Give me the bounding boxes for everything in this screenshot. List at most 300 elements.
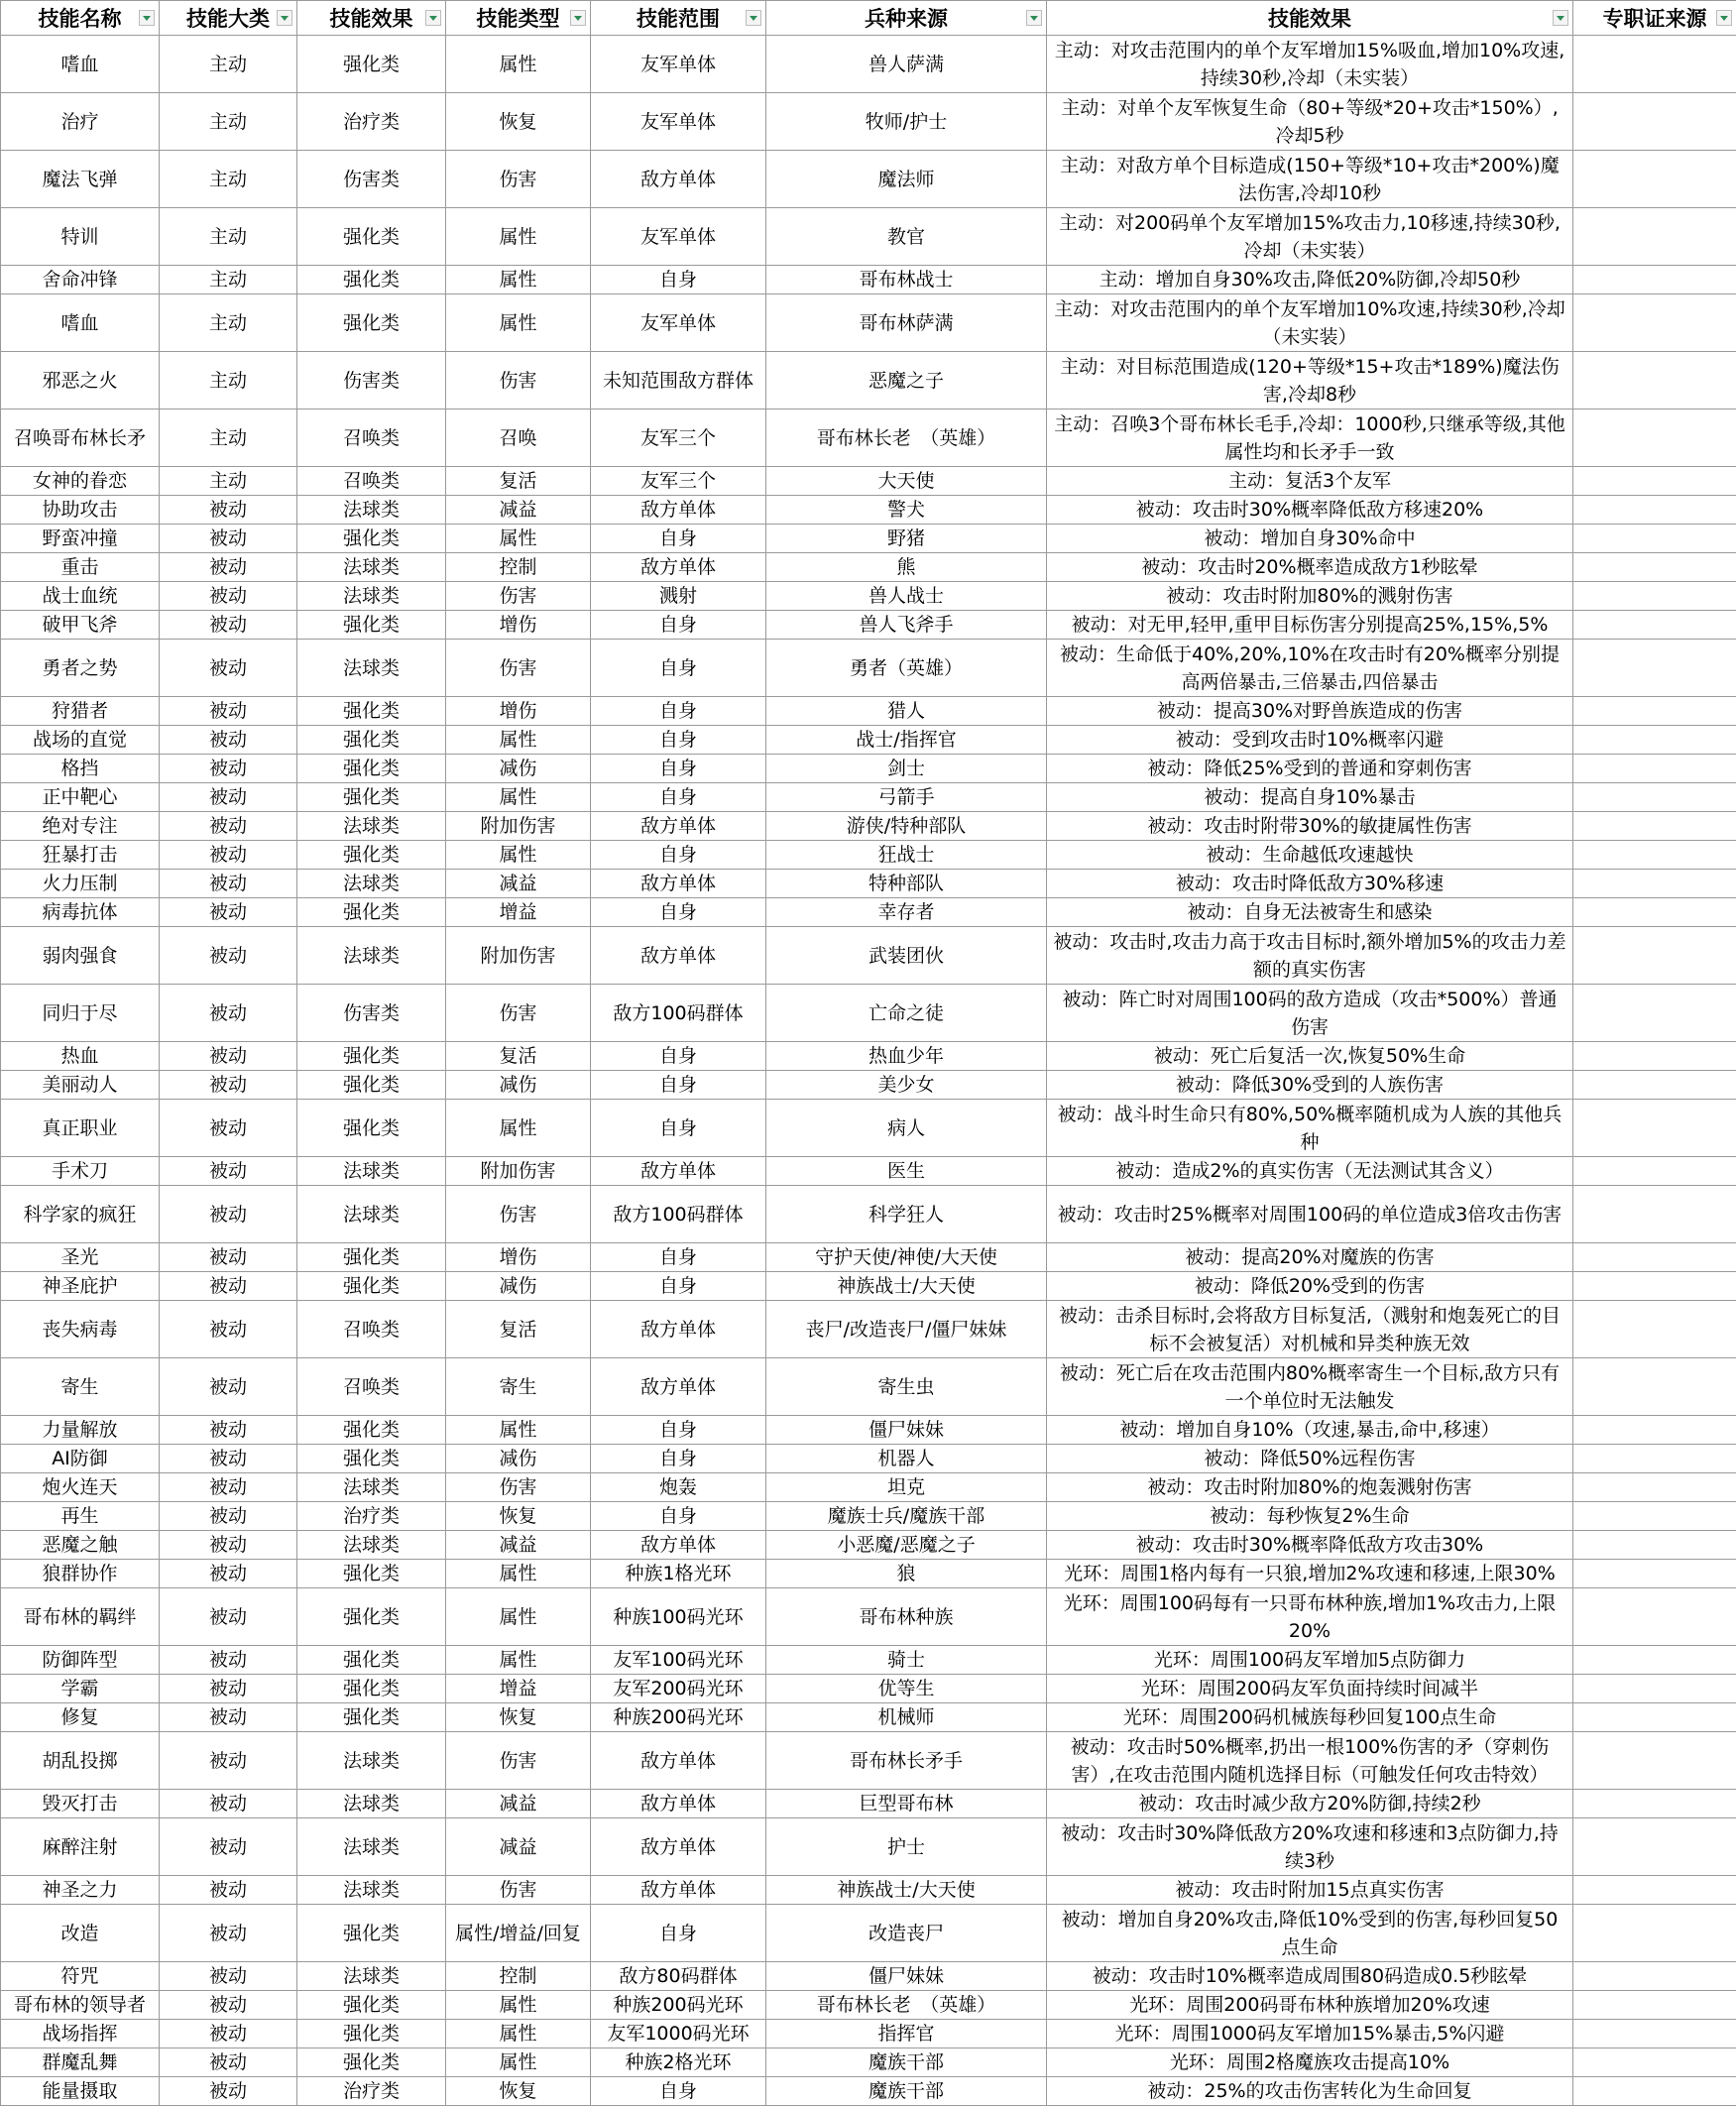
cell-skill-effect-class[interactable]: 法球类 <box>297 1732 446 1790</box>
cell-skill-type[interactable]: 减益 <box>446 1818 591 1876</box>
cell-skill-effect-class[interactable]: 强化类 <box>297 1272 446 1301</box>
cell-skill-effect[interactable]: 光环：周围100码友军增加5点防御力 <box>1047 1646 1573 1675</box>
cell-skill-category[interactable]: 被动 <box>160 1272 297 1301</box>
cell-skill-type[interactable]: 伤害 <box>446 640 591 697</box>
cell-skill-name[interactable]: 召唤哥布林长矛 <box>1 410 160 467</box>
cell-skill-name[interactable]: 魔法飞弹 <box>1 151 160 208</box>
cell-skill-effect-class[interactable]: 伤害类 <box>297 151 446 208</box>
cell-skill-effect[interactable]: 主动：对200码单个友军增加15%攻击力,10移速,持续30秒,冷却（未实装） <box>1047 208 1573 266</box>
cell-skill-category[interactable]: 主动 <box>160 36 297 93</box>
cell-skill-type[interactable]: 增益 <box>446 898 591 927</box>
cell-skill-effect[interactable]: 被动：对无甲,轻甲,重甲目标伤害分别提高25%,15%,5% <box>1047 611 1573 640</box>
cell-skill-effect[interactable]: 被动：攻击时附带30%的敏捷属性伤害 <box>1047 812 1573 841</box>
cell-skill-effect[interactable]: 被动：攻击时附加15点真实伤害 <box>1047 1876 1573 1905</box>
cell-cert-source[interactable] <box>1573 525 1736 553</box>
cell-cert-source[interactable] <box>1573 1703 1736 1732</box>
cell-unit-source[interactable]: 丧尸/改造丧尸/僵尸妹妹 <box>766 1301 1047 1358</box>
cell-skill-type[interactable]: 恢复 <box>446 1502 591 1531</box>
cell-skill-effect-class[interactable]: 法球类 <box>297 1818 446 1876</box>
cell-cert-source[interactable] <box>1573 755 1736 783</box>
cell-skill-effect-class[interactable]: 强化类 <box>297 2048 446 2077</box>
cell-skill-type[interactable]: 增益 <box>446 1675 591 1703</box>
cell-cert-source[interactable] <box>1573 841 1736 870</box>
cell-cert-source[interactable] <box>1573 1646 1736 1675</box>
cell-skill-name[interactable]: 修复 <box>1 1703 160 1732</box>
cell-skill-name[interactable]: 符咒 <box>1 1962 160 1991</box>
cell-skill-name[interactable]: 炮火连天 <box>1 1473 160 1502</box>
cell-unit-source[interactable]: 哥布林长老 （英雄） <box>766 410 1047 467</box>
cell-skill-category[interactable]: 被动 <box>160 1732 297 1790</box>
cell-skill-type[interactable]: 减伤 <box>446 1272 591 1301</box>
cell-skill-range[interactable]: 种族100码光环 <box>591 1588 766 1646</box>
cell-skill-name[interactable]: 重击 <box>1 553 160 582</box>
cell-skill-range[interactable]: 自身 <box>591 898 766 927</box>
cell-skill-effect-class[interactable]: 强化类 <box>297 1243 446 1272</box>
cell-skill-category[interactable]: 被动 <box>160 783 297 812</box>
cell-cert-source[interactable] <box>1573 1675 1736 1703</box>
cell-unit-source[interactable]: 哥布林萨满 <box>766 294 1047 352</box>
cell-skill-type[interactable]: 属性/增益/回复 <box>446 1905 591 1962</box>
cell-unit-source[interactable]: 僵尸妹妹 <box>766 1416 1047 1445</box>
cell-skill-type[interactable]: 恢复 <box>446 1703 591 1732</box>
cell-skill-effect[interactable]: 被动：增加自身20%攻击,降低10%受到的伤害,每秒回复50点生命 <box>1047 1905 1573 1962</box>
cell-skill-range[interactable]: 友军200码光环 <box>591 1675 766 1703</box>
cell-skill-name[interactable]: 破甲飞斧 <box>1 611 160 640</box>
cell-skill-category[interactable]: 被动 <box>160 1588 297 1646</box>
cell-skill-category[interactable]: 被动 <box>160 1905 297 1962</box>
cell-unit-source[interactable]: 猎人 <box>766 697 1047 726</box>
cell-skill-category[interactable]: 主动 <box>160 208 297 266</box>
cell-skill-range[interactable]: 自身 <box>591 697 766 726</box>
cell-skill-type[interactable]: 附加伤害 <box>446 927 591 985</box>
cell-skill-name[interactable]: 战场的直觉 <box>1 726 160 755</box>
cell-unit-source[interactable]: 热血少年 <box>766 1042 1047 1071</box>
cell-unit-source[interactable]: 大天使 <box>766 467 1047 496</box>
cell-cert-source[interactable] <box>1573 553 1736 582</box>
cell-skill-range[interactable]: 友军1000码光环 <box>591 2020 766 2048</box>
cell-skill-range[interactable]: 自身 <box>591 1502 766 1531</box>
cell-skill-name[interactable]: 寄生 <box>1 1358 160 1416</box>
cell-skill-type[interactable]: 属性 <box>446 1416 591 1445</box>
cell-skill-effect-class[interactable]: 法球类 <box>297 640 446 697</box>
cell-skill-name[interactable]: 病毒抗体 <box>1 898 160 927</box>
cell-unit-source[interactable]: 兽人战士 <box>766 582 1047 611</box>
cell-unit-source[interactable]: 游侠/特种部队 <box>766 812 1047 841</box>
cell-skill-effect-class[interactable]: 强化类 <box>297 1703 446 1732</box>
cell-skill-range[interactable]: 敌方单体 <box>591 1732 766 1790</box>
cell-skill-effect[interactable]: 主动：对敌方单个目标造成(150+等级*10+攻击*200%)魔法伤害,冷却10秒 <box>1047 151 1573 208</box>
cell-skill-range[interactable]: 友军三个 <box>591 467 766 496</box>
cell-skill-effect-class[interactable]: 强化类 <box>297 1991 446 2020</box>
cell-skill-category[interactable]: 被动 <box>160 2077 297 2106</box>
cell-cert-source[interactable] <box>1573 2077 1736 2106</box>
cell-skill-category[interactable]: 被动 <box>160 640 297 697</box>
cell-skill-category[interactable]: 被动 <box>160 1646 297 1675</box>
cell-skill-effect-class[interactable]: 强化类 <box>297 525 446 553</box>
cell-cert-source[interactable] <box>1573 1991 1736 2020</box>
cell-skill-effect[interactable]: 被动：受到攻击时10%概率闪避 <box>1047 726 1573 755</box>
cell-unit-source[interactable]: 兽人萨满 <box>766 36 1047 93</box>
cell-skill-name[interactable]: 热血 <box>1 1042 160 1071</box>
cell-skill-name[interactable]: 哥布林的羁绊 <box>1 1588 160 1646</box>
cell-cert-source[interactable] <box>1573 1416 1736 1445</box>
cell-skill-name[interactable]: 特训 <box>1 208 160 266</box>
cell-unit-source[interactable]: 哥布林长矛手 <box>766 1732 1047 1790</box>
cell-skill-effect[interactable]: 被动：攻击时30%降低敌方20%攻速和移速和3点防御力,持续3秒 <box>1047 1818 1573 1876</box>
cell-skill-range[interactable]: 敌方单体 <box>591 927 766 985</box>
cell-skill-effect[interactable]: 被动：攻击时,攻击力高于攻击目标时,额外增加5%的攻击力差额的真实伤害 <box>1047 927 1573 985</box>
cell-skill-category[interactable]: 主动 <box>160 294 297 352</box>
cell-skill-category[interactable]: 被动 <box>160 1071 297 1100</box>
cell-skill-range[interactable]: 自身 <box>591 1445 766 1473</box>
cell-skill-effect[interactable]: 被动：提高30%对野兽族造成的伤害 <box>1047 697 1573 726</box>
cell-skill-effect-class[interactable]: 伤害类 <box>297 985 446 1042</box>
cell-skill-range[interactable]: 友军单体 <box>591 93 766 151</box>
cell-skill-range[interactable]: 敌方单体 <box>591 1301 766 1358</box>
cell-skill-category[interactable]: 主动 <box>160 93 297 151</box>
cell-skill-type[interactable]: 伤害 <box>446 352 591 410</box>
cell-skill-range[interactable]: 自身 <box>591 1905 766 1962</box>
cell-skill-name[interactable]: 防御阵型 <box>1 1646 160 1675</box>
cell-cert-source[interactable] <box>1573 1071 1736 1100</box>
cell-cert-source[interactable] <box>1573 870 1736 898</box>
cell-skill-effect[interactable]: 光环：周围1格内每有一只狼,增加2%攻速和移速,上限30% <box>1047 1560 1573 1588</box>
cell-unit-source[interactable]: 坦克 <box>766 1473 1047 1502</box>
cell-skill-category[interactable]: 被动 <box>160 726 297 755</box>
cell-cert-source[interactable] <box>1573 2020 1736 2048</box>
cell-cert-source[interactable] <box>1573 1358 1736 1416</box>
cell-cert-source[interactable] <box>1573 898 1736 927</box>
cell-skill-category[interactable]: 被动 <box>160 1991 297 2020</box>
cell-cert-source[interactable] <box>1573 1473 1736 1502</box>
filter-dropdown-icon[interactable] <box>1026 10 1042 26</box>
cell-skill-range[interactable]: 自身 <box>591 1071 766 1100</box>
cell-skill-range[interactable]: 自身 <box>591 1042 766 1071</box>
cell-skill-name[interactable]: 邪恶之火 <box>1 352 160 410</box>
cell-skill-effect-class[interactable]: 强化类 <box>297 783 446 812</box>
cell-unit-source[interactable]: 魔法师 <box>766 151 1047 208</box>
cell-skill-category[interactable]: 被动 <box>160 1473 297 1502</box>
cell-skill-effect-class[interactable]: 治疗类 <box>297 2077 446 2106</box>
cell-skill-type[interactable]: 伤害 <box>446 1186 591 1243</box>
cell-skill-range[interactable]: 自身 <box>591 1416 766 1445</box>
cell-skill-category[interactable]: 被动 <box>160 2020 297 2048</box>
cell-skill-effect-class[interactable]: 法球类 <box>297 870 446 898</box>
cell-skill-category[interactable]: 被动 <box>160 1416 297 1445</box>
cell-skill-range[interactable]: 敌方单体 <box>591 553 766 582</box>
cell-cert-source[interactable] <box>1573 1905 1736 1962</box>
cell-unit-source[interactable]: 勇者（英雄） <box>766 640 1047 697</box>
cell-skill-effect-class[interactable]: 法球类 <box>297 496 446 525</box>
cell-skill-name[interactable]: 群魔乱舞 <box>1 2048 160 2077</box>
cell-skill-category[interactable]: 被动 <box>160 985 297 1042</box>
cell-skill-effect-class[interactable]: 强化类 <box>297 1042 446 1071</box>
cell-unit-source[interactable]: 教官 <box>766 208 1047 266</box>
cell-skill-category[interactable]: 被动 <box>160 1243 297 1272</box>
cell-skill-type[interactable]: 属性 <box>446 1991 591 2020</box>
cell-skill-effect-class[interactable]: 强化类 <box>297 1560 446 1588</box>
cell-cert-source[interactable] <box>1573 1962 1736 1991</box>
cell-skill-range[interactable]: 未知范围敌方群体 <box>591 352 766 410</box>
cell-skill-effect[interactable]: 被动：降低20%受到的伤害 <box>1047 1272 1573 1301</box>
cell-unit-source[interactable]: 科学狂人 <box>766 1186 1047 1243</box>
cell-skill-effect[interactable]: 被动：攻击时30%概率降低敌方移速20% <box>1047 496 1573 525</box>
cell-unit-source[interactable]: 野猪 <box>766 525 1047 553</box>
cell-skill-type[interactable]: 属性 <box>446 2020 591 2048</box>
filter-dropdown-icon[interactable] <box>425 10 441 26</box>
cell-skill-range[interactable]: 友军三个 <box>591 410 766 467</box>
cell-skill-category[interactable]: 被动 <box>160 1531 297 1560</box>
cell-unit-source[interactable]: 牧师/护士 <box>766 93 1047 151</box>
cell-skill-effect[interactable]: 被动：降低25%受到的普通和穿刺伤害 <box>1047 755 1573 783</box>
cell-skill-name[interactable]: 能量摄取 <box>1 2077 160 2106</box>
cell-skill-range[interactable]: 自身 <box>591 525 766 553</box>
cell-skill-type[interactable]: 属性 <box>446 1646 591 1675</box>
cell-cert-source[interactable] <box>1573 985 1736 1042</box>
cell-skill-category[interactable]: 被动 <box>160 927 297 985</box>
cell-cert-source[interactable] <box>1573 1301 1736 1358</box>
cell-skill-category[interactable]: 被动 <box>160 1962 297 1991</box>
cell-skill-effect[interactable]: 被动：25%的攻击伤害转化为生命回复 <box>1047 2077 1573 2106</box>
cell-unit-source[interactable]: 狼 <box>766 1560 1047 1588</box>
cell-cert-source[interactable] <box>1573 1186 1736 1243</box>
cell-skill-type[interactable]: 减益 <box>446 1790 591 1818</box>
cell-skill-name[interactable]: 神圣庇护 <box>1 1272 160 1301</box>
cell-skill-type[interactable]: 伤害 <box>446 582 591 611</box>
cell-skill-effect-class[interactable]: 法球类 <box>297 553 446 582</box>
cell-skill-effect-class[interactable]: 强化类 <box>297 1071 446 1100</box>
cell-skill-range[interactable]: 敌方单体 <box>591 496 766 525</box>
cell-skill-effect-class[interactable]: 法球类 <box>297 1186 446 1243</box>
cell-skill-effect[interactable]: 被动：攻击时10%概率造成周围80码造成0.5秒眩晕 <box>1047 1962 1573 1991</box>
cell-cert-source[interactable] <box>1573 611 1736 640</box>
cell-unit-source[interactable]: 亡命之徒 <box>766 985 1047 1042</box>
cell-skill-type[interactable]: 恢复 <box>446 2077 591 2106</box>
cell-unit-source[interactable]: 狂战士 <box>766 841 1047 870</box>
cell-skill-type[interactable]: 属性 <box>446 525 591 553</box>
cell-skill-effect-class[interactable]: 法球类 <box>297 1531 446 1560</box>
cell-cert-source[interactable] <box>1573 410 1736 467</box>
cell-unit-source[interactable]: 哥布林长老 （英雄） <box>766 1991 1047 2020</box>
filter-dropdown-icon[interactable] <box>746 10 761 26</box>
cell-unit-source[interactable]: 弓箭手 <box>766 783 1047 812</box>
cell-cert-source[interactable] <box>1573 93 1736 151</box>
cell-skill-category[interactable]: 被动 <box>160 1186 297 1243</box>
cell-skill-category[interactable]: 被动 <box>160 496 297 525</box>
cell-skill-type[interactable]: 减伤 <box>446 1445 591 1473</box>
cell-skill-category[interactable]: 主动 <box>160 352 297 410</box>
cell-skill-category[interactable]: 被动 <box>160 870 297 898</box>
cell-cert-source[interactable] <box>1573 2048 1736 2077</box>
cell-skill-type[interactable]: 伤害 <box>446 985 591 1042</box>
cell-skill-category[interactable]: 被动 <box>160 2048 297 2077</box>
cell-skill-type[interactable]: 控制 <box>446 553 591 582</box>
cell-skill-type[interactable]: 召唤 <box>446 410 591 467</box>
cell-skill-name[interactable]: 嗜血 <box>1 36 160 93</box>
cell-unit-source[interactable]: 僵尸妹妹 <box>766 1962 1047 1991</box>
cell-skill-name[interactable]: 格挡 <box>1 755 160 783</box>
cell-unit-source[interactable]: 骑士 <box>766 1646 1047 1675</box>
cell-skill-effect[interactable]: 被动：每秒恢复2%生命 <box>1047 1502 1573 1531</box>
cell-unit-source[interactable]: 武装团伙 <box>766 927 1047 985</box>
cell-skill-type[interactable]: 属性 <box>446 208 591 266</box>
cell-skill-range[interactable]: 敌方单体 <box>591 1818 766 1876</box>
cell-skill-category[interactable]: 被动 <box>160 1502 297 1531</box>
cell-skill-category[interactable]: 被动 <box>160 1560 297 1588</box>
cell-skill-category[interactable]: 被动 <box>160 1358 297 1416</box>
cell-cert-source[interactable] <box>1573 1790 1736 1818</box>
cell-unit-source[interactable]: 兽人飞斧手 <box>766 611 1047 640</box>
cell-skill-effect[interactable]: 被动：提高20%对魔族的伤害 <box>1047 1243 1573 1272</box>
cell-cert-source[interactable] <box>1573 582 1736 611</box>
cell-skill-effect[interactable]: 被动：生命低于40%,20%,10%在攻击时有20%概率分别提高两倍暴击,三倍暴击,四倍暴击 <box>1047 640 1573 697</box>
cell-skill-effect-class[interactable]: 强化类 <box>297 1646 446 1675</box>
cell-skill-effect-class[interactable]: 法球类 <box>297 1790 446 1818</box>
cell-cert-source[interactable] <box>1573 783 1736 812</box>
cell-cert-source[interactable] <box>1573 496 1736 525</box>
cell-cert-source[interactable] <box>1573 1876 1736 1905</box>
cell-skill-effect-class[interactable]: 召唤类 <box>297 410 446 467</box>
cell-skill-effect-class[interactable]: 强化类 <box>297 697 446 726</box>
cell-skill-name[interactable]: 弱肉强食 <box>1 927 160 985</box>
cell-skill-effect-class[interactable]: 法球类 <box>297 1157 446 1186</box>
cell-skill-type[interactable]: 增伤 <box>446 1243 591 1272</box>
cell-skill-name[interactable]: 狂暴打击 <box>1 841 160 870</box>
cell-skill-type[interactable]: 属性 <box>446 841 591 870</box>
cell-skill-effect[interactable]: 光环：周围200码友军负面持续时间减半 <box>1047 1675 1573 1703</box>
cell-skill-range[interactable]: 炮轰 <box>591 1473 766 1502</box>
cell-skill-type[interactable]: 伤害 <box>446 1473 591 1502</box>
cell-skill-name[interactable]: 力量解放 <box>1 1416 160 1445</box>
cell-skill-effect-class[interactable]: 强化类 <box>297 266 446 294</box>
cell-unit-source[interactable]: 魔族士兵/魔族干部 <box>766 1502 1047 1531</box>
cell-skill-category[interactable]: 被动 <box>160 1876 297 1905</box>
cell-skill-name[interactable]: 战场指挥 <box>1 2020 160 2048</box>
cell-skill-type[interactable]: 减伤 <box>446 1071 591 1100</box>
cell-skill-effect-class[interactable]: 法球类 <box>297 582 446 611</box>
cell-unit-source[interactable]: 巨型哥布林 <box>766 1790 1047 1818</box>
cell-skill-range[interactable]: 自身 <box>591 726 766 755</box>
cell-skill-effect-class[interactable]: 治疗类 <box>297 93 446 151</box>
cell-skill-effect-class[interactable]: 强化类 <box>297 1588 446 1646</box>
cell-skill-name[interactable]: 真正职业 <box>1 1100 160 1157</box>
cell-skill-effect[interactable]: 主动：增加自身30%攻击,降低20%防御,冷却50秒 <box>1047 266 1573 294</box>
cell-skill-effect[interactable]: 被动：降低50%远程伤害 <box>1047 1445 1573 1473</box>
cell-cert-source[interactable] <box>1573 1732 1736 1790</box>
cell-skill-range[interactable]: 敌方100码群体 <box>591 1186 766 1243</box>
cell-unit-source[interactable]: 剑士 <box>766 755 1047 783</box>
cell-skill-effect-class[interactable]: 强化类 <box>297 841 446 870</box>
cell-skill-range[interactable]: 溅射 <box>591 582 766 611</box>
cell-skill-effect-class[interactable]: 强化类 <box>297 1445 446 1473</box>
cell-skill-range[interactable]: 敌方单体 <box>591 1157 766 1186</box>
cell-skill-effect-class[interactable]: 强化类 <box>297 898 446 927</box>
cell-skill-effect-class[interactable]: 强化类 <box>297 1905 446 1962</box>
cell-unit-source[interactable]: 警犬 <box>766 496 1047 525</box>
cell-unit-source[interactable]: 机器人 <box>766 1445 1047 1473</box>
cell-skill-name[interactable]: 胡乱投掷 <box>1 1732 160 1790</box>
cell-skill-range[interactable]: 友军100码光环 <box>591 1646 766 1675</box>
cell-skill-category[interactable]: 主动 <box>160 467 297 496</box>
cell-skill-effect[interactable]: 被动：攻击时30%概率降低敌方攻击30% <box>1047 1531 1573 1560</box>
cell-skill-range[interactable]: 自身 <box>591 755 766 783</box>
cell-skill-type[interactable]: 控制 <box>446 1962 591 1991</box>
cell-cert-source[interactable] <box>1573 1272 1736 1301</box>
cell-unit-source[interactable]: 美少女 <box>766 1071 1047 1100</box>
cell-skill-effect[interactable]: 光环：周围200码哥布林种族增加20%攻速 <box>1047 1991 1573 2020</box>
cell-skill-category[interactable]: 被动 <box>160 1042 297 1071</box>
cell-skill-range[interactable]: 自身 <box>591 1272 766 1301</box>
cell-unit-source[interactable]: 哥布林战士 <box>766 266 1047 294</box>
cell-skill-effect-class[interactable]: 伤害类 <box>297 352 446 410</box>
cell-skill-effect[interactable]: 被动：增加自身30%命中 <box>1047 525 1573 553</box>
cell-unit-source[interactable]: 魔族干部 <box>766 2048 1047 2077</box>
cell-skill-range[interactable]: 自身 <box>591 841 766 870</box>
cell-skill-effect-class[interactable]: 强化类 <box>297 36 446 93</box>
cell-cert-source[interactable] <box>1573 1588 1736 1646</box>
cell-cert-source[interactable] <box>1573 1560 1736 1588</box>
cell-skill-name[interactable]: 恶魔之触 <box>1 1531 160 1560</box>
cell-skill-name[interactable]: 美丽动人 <box>1 1071 160 1100</box>
cell-unit-source[interactable]: 特种部队 <box>766 870 1047 898</box>
cell-cert-source[interactable] <box>1573 352 1736 410</box>
cell-cert-source[interactable] <box>1573 467 1736 496</box>
cell-cert-source[interactable] <box>1573 208 1736 266</box>
cell-unit-source[interactable]: 幸存者 <box>766 898 1047 927</box>
cell-unit-source[interactable]: 优等生 <box>766 1675 1047 1703</box>
cell-skill-effect[interactable]: 被动：阵亡时对周围100码的敌方造成（攻击*500%）普通伤害 <box>1047 985 1573 1042</box>
cell-skill-effect[interactable]: 被动：提高自身10%暴击 <box>1047 783 1573 812</box>
cell-skill-type[interactable]: 伤害 <box>446 1876 591 1905</box>
cell-skill-range[interactable]: 敌方单体 <box>591 151 766 208</box>
cell-skill-name[interactable]: 火力压制 <box>1 870 160 898</box>
cell-skill-range[interactable]: 敌方单体 <box>591 870 766 898</box>
cell-skill-type[interactable]: 减伤 <box>446 755 591 783</box>
cell-skill-effect-class[interactable]: 强化类 <box>297 1416 446 1445</box>
cell-skill-category[interactable]: 被动 <box>160 553 297 582</box>
cell-skill-category[interactable]: 被动 <box>160 1445 297 1473</box>
cell-skill-effect[interactable]: 光环：周围1000码友军增加15%暴击,5%闪避 <box>1047 2020 1573 2048</box>
cell-skill-type[interactable]: 增伤 <box>446 697 591 726</box>
cell-skill-category[interactable]: 被动 <box>160 582 297 611</box>
cell-skill-category[interactable]: 被动 <box>160 755 297 783</box>
cell-skill-name[interactable]: 圣光 <box>1 1243 160 1272</box>
cell-skill-type[interactable]: 复活 <box>446 1301 591 1358</box>
cell-unit-source[interactable]: 恶魔之子 <box>766 352 1047 410</box>
cell-skill-range[interactable]: 自身 <box>591 611 766 640</box>
cell-cert-source[interactable] <box>1573 927 1736 985</box>
cell-skill-effect-class[interactable]: 治疗类 <box>297 1502 446 1531</box>
cell-cert-source[interactable] <box>1573 266 1736 294</box>
cell-skill-name[interactable]: 科学家的疯狂 <box>1 1186 160 1243</box>
cell-skill-effect-class[interactable]: 法球类 <box>297 1473 446 1502</box>
cell-cert-source[interactable] <box>1573 1445 1736 1473</box>
cell-skill-type[interactable]: 属性 <box>446 726 591 755</box>
cell-skill-category[interactable]: 被动 <box>160 898 297 927</box>
cell-skill-effect[interactable]: 主动：对攻击范围内的单个友军增加10%攻速,持续30秒,冷却（未实装） <box>1047 294 1573 352</box>
cell-skill-type[interactable]: 寄生 <box>446 1358 591 1416</box>
cell-skill-effect[interactable]: 主动：对目标范围造成(120+等级*15+攻击*189%)魔法伤害,冷却8秒 <box>1047 352 1573 410</box>
cell-skill-effect[interactable]: 被动：攻击时降低敌方30%移速 <box>1047 870 1573 898</box>
cell-skill-effect[interactable]: 被动：攻击时25%概率对周围100码的单位造成3倍攻击伤害 <box>1047 1186 1573 1243</box>
cell-skill-name[interactable]: 战士血统 <box>1 582 160 611</box>
cell-skill-range[interactable]: 自身 <box>591 2077 766 2106</box>
cell-skill-effect[interactable]: 光环：周围2格魔族攻击提高10% <box>1047 2048 1573 2077</box>
cell-skill-type[interactable]: 属性 <box>446 266 591 294</box>
cell-skill-name[interactable]: 麻醉注射 <box>1 1818 160 1876</box>
cell-skill-category[interactable]: 主动 <box>160 151 297 208</box>
cell-skill-type[interactable]: 伤害 <box>446 1732 591 1790</box>
